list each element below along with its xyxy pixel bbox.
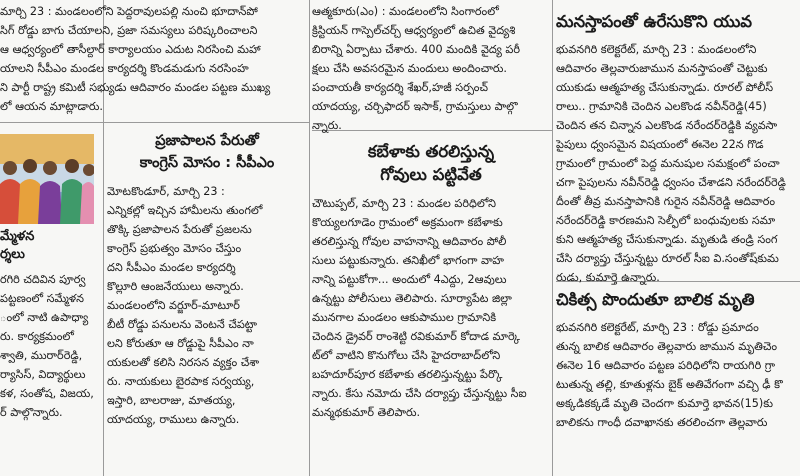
kabela-story-body	[312, 194, 550, 422]
text-line: మార్చి 23 : మండలంలోని పెద్దరావులపల్లి నుంచి భూదాన్‌పో	[0, 5, 258, 18]
text-line: అక్కడికక్కడే మృతి చెందగా కుమార్తె భావన(15)కు	[556, 397, 773, 410]
right-column	[556, 0, 800, 476]
text-line: ఆ ఆధ్వర్యంలో తాసీల్దార్ కార్యాలయం ఎదుట నిరసించి మహా	[0, 43, 261, 56]
event-photo	[0, 134, 94, 224]
text-line: ట్‌లో వాటిని కొనుగోలు చేసి హైదరాబాద్‌లోని	[312, 349, 501, 362]
text-line: ఆత్మకూరు(ఎం) : మండలంలోని సింగారంలో	[312, 5, 499, 18]
text-line: యకులతో కలిసి నిరసన వ్యక్తం చేశా	[107, 356, 260, 369]
text-line: మన్మథకుమార్ తెలిపారు.	[312, 406, 421, 419]
text-line: శ్వాతి, మురార్‌రెడ్డి,	[0, 349, 83, 362]
text-line: ఎన్నికల్లో ఇచ్చిన హామీలను తుంగలో	[107, 204, 263, 217]
text-line: పట్టణంలో సమ్మేళన	[0, 292, 84, 305]
prajapalana-headline-2: కాంగ్రెస్‌ మోసం : సీపీఎం	[139, 155, 275, 171]
text-line: కుని ఆత్మహత్య చేసుకున్నాడు. మృతుడి తండ్రి సంగ	[556, 233, 778, 246]
left-column	[0, 0, 98, 476]
text-line: టుతున్న తల్లి, కూతుళ్లను బైక్ అతివేగంగా వచ్చి ఢీ కొ	[556, 378, 783, 391]
text-line: దని సీపీఎం మండల కార్యదర్శి	[107, 261, 236, 274]
text-line: తున్న బాలిక ఆదివారం తెల్లవారు జామున మృతిచెం	[556, 340, 778, 353]
text-line: క్షలు చేసి అవసరమైన మందులు అందించారు.	[312, 62, 507, 75]
kabela-headline-1: కబేళాకు తరలిస్తున్న	[367, 142, 495, 161]
text-line: సిగ్‌ రోడ్డు బాగు చేయాలని, ప్రజా సమస్యలు పరిష్కరించాలని	[0, 24, 258, 37]
text-line: దీంతో తీవ్ర మనస్తాపానికి గురైన నవీన్‌రెడ్డి ఆదివారం	[556, 195, 776, 208]
chikitsa-headline: చికిత్స పొందుతూ బాలిక మృతి	[556, 290, 755, 309]
prajapalana-column	[107, 0, 307, 476]
text-line: లో ఆయన మాట్లాడారు.	[0, 100, 103, 113]
text-line: గ్రామంలో గ్రామంలో పెద్ద మనుషుల సమక్షంలో పంచా	[556, 157, 780, 170]
text-line: తొక్కి ప్రజాపాలన పేరుతో ప్రజలను	[107, 223, 252, 236]
text-line: చౌటుప్పల్, మార్చి 23 : మండల పరిధిలోని	[312, 197, 496, 210]
text-line: రగిరి చదివిన పూర్వ	[0, 273, 86, 286]
text-line: న్నారు.	[312, 119, 342, 132]
text-line: చగా పైపులను నవీన్‌రెడ్డి ధ్వంసం చేశాడని నరేందర్‌రెడ్డి	[556, 176, 786, 189]
text-line: కళ, సంతోష, విజయ,	[0, 387, 94, 400]
left-headline-1: మ్మేళన	[0, 229, 35, 244]
text-line: మునగాల మండలం ఆకుపాముల గ్రామానికి	[312, 311, 497, 324]
text-line: న్నారు. కేసు నమోదు చేసి దర్యాప్తు చేస్తున్నట్టు సీఐ	[312, 387, 527, 400]
text-line: కాంగ్రెస్ ప్రభుత్వం మోసం చేస్తుం	[107, 242, 242, 255]
text-line: చెందిన తన చిన్నాన ఎలకొండ నరేందర్‌రెడ్డికి వ్యవసా	[556, 119, 778, 132]
text-line: ఈనెల 16 ఆదివారం పట్టణ పరిధిలోని రాయగిరి గ్రా	[556, 359, 776, 372]
text-line: కొయ్యలగూడెం గ్రామంలో అక్రమంగా కబేళాకు	[312, 216, 503, 229]
text-line: యాదయ్య, రాములు ఉన్నారు.	[107, 413, 240, 426]
text-line: సులు పట్టుకున్నారు. తనిఖీలో భాగంగా వాహ	[312, 254, 504, 267]
text-line: యుకుడు ఆత్మహత్య చేసుకున్నాడు. రూరల్ పోలీస్	[556, 81, 774, 94]
text-line: బాలికను గాంధీ దవాఖానకు తరలించగా తెల్లవారు	[556, 416, 768, 429]
prajapalana-headline-1: ప్రజాపాలన పేరుతో	[155, 133, 259, 149]
column-rule	[552, 0, 553, 476]
text-line: ఉన్నట్టు పోలీసులు తెలిపారు. సూర్యాపేట జిల్లా	[312, 292, 512, 305]
text-line: క్రిస్టియన్ గాస్పెల్‌చర్చ్ ఆధ్వర్యంలో ఉచిత వైద్యశి	[312, 24, 516, 37]
text-line: ంలో నాటి ఉపాధ్యా	[0, 311, 89, 324]
text-line: యాదయ్య, చర్చిఫాదర్ ఇసాక్, గ్రామస్తులు పాల్గొ	[312, 100, 518, 113]
text-line: నాన్ని పట్టుకోగా... అందులో 4ఎద్దు, 2ఆవులు	[312, 273, 507, 286]
left-headline-2: ర్శలు	[0, 247, 25, 262]
manastapam-story-body	[556, 40, 800, 287]
text-line: ఇస్తారి, బాలరాజు, మాతయ్య,	[107, 394, 236, 407]
text-line: ని పార్టీ రాష్ట్ర కమిటీ సభ్యుడు ఆదివారం మండల పట్టణ ముఖ్య	[0, 81, 271, 94]
text-line: చేసి దర్యాప్తు చేస్తున్నట్టు రూరల్ సీఐ వి.సంతోష్‌కుమ	[556, 252, 779, 265]
text-line: ర్ పాల్గొన్నారు.	[0, 406, 63, 419]
text-line: బీటీ రోడ్డు పనులను వెంటనే చేపట్టా	[107, 318, 258, 331]
column-rule	[309, 0, 310, 476]
text-line: యాలని సీపీఎం మండల కార్యదర్శి కొండమడుగు నరసింహ	[0, 62, 249, 75]
text-line: రు. నాయకులు బైరపాక సర్వయ్య,	[107, 375, 255, 388]
text-line: తరలిస్తున్న గోవుల వాహనాన్ని ఆదివారం పోలీ	[312, 235, 507, 248]
prajapalana-story-body	[107, 182, 307, 429]
text-line: భువనగిరి కలెక్టరేట్, మార్చి 23 : మండలంలోని	[556, 43, 757, 56]
middle-column	[312, 0, 550, 476]
left-story-body	[0, 270, 98, 422]
text-line: లని కోరుతూ ఆ రోడ్డుపై సీపీఎం నా	[107, 337, 254, 350]
text-line: నరేందర్‌రెడ్డి కారణమని సెల్ఫీలో బంధువులకు సమా	[556, 214, 776, 227]
text-line: రుడు, కుమార్తె ఉన్నారు.	[556, 271, 660, 284]
text-line: ర్యాసిస్, విద్యార్థులు	[0, 368, 86, 381]
free-medical-camp-story	[312, 2, 550, 135]
text-line: భువనగిరి కలెక్టరేట్, మార్చి 23 : రోడ్డు ప్రమాదం	[556, 321, 759, 334]
chikitsa-story-body	[556, 318, 800, 432]
text-line: పైపులు ధ్వంసమైన విషయంలో ఈనెల 22న గొడ	[556, 138, 764, 151]
manastapam-headline: మనస్తాపంతో ఉరేసుకొని యువ	[556, 12, 753, 31]
text-line: బహదూర్‌పూర కబేళాకు తరలిస్తున్నట్టు పేర్కొ	[312, 368, 503, 381]
text-line: కొల్లూరి ఆంజనేయులు అన్నారు.	[107, 280, 244, 293]
text-line: బిరాన్ని ఏర్పాటు చేశారు. 400 మందికి వైద్య పరీ	[312, 43, 520, 56]
text-line: రు. కార్యక్రమంలో	[0, 330, 74, 343]
text-line: రాలు.. గ్రామానికి చెందిన ఎలకొండ నవీన్‌రెడ్డి(45)	[556, 100, 767, 113]
text-line: మండలంలోని వర్జూర్-మాటూర్	[107, 299, 240, 312]
text-line: మోటకొండూర్, మార్చి 23 :	[107, 185, 225, 198]
text-line: చెందిన డ్రైవర్ రాంశెట్టి రవికుమార్ కోదాడ మార్కె	[312, 330, 520, 343]
group-photo-image	[0, 134, 94, 224]
kabela-headline-2: గోవులు పట్టివేత	[380, 165, 482, 184]
text-line: ఆదివారం తెల్లవారుజామున మనస్తాపంతో చెట్టుకు	[556, 62, 768, 75]
text-line: పంచాయతీ కార్యదర్శి శేఖర్,హజీ సర్పంచ్	[312, 81, 488, 94]
